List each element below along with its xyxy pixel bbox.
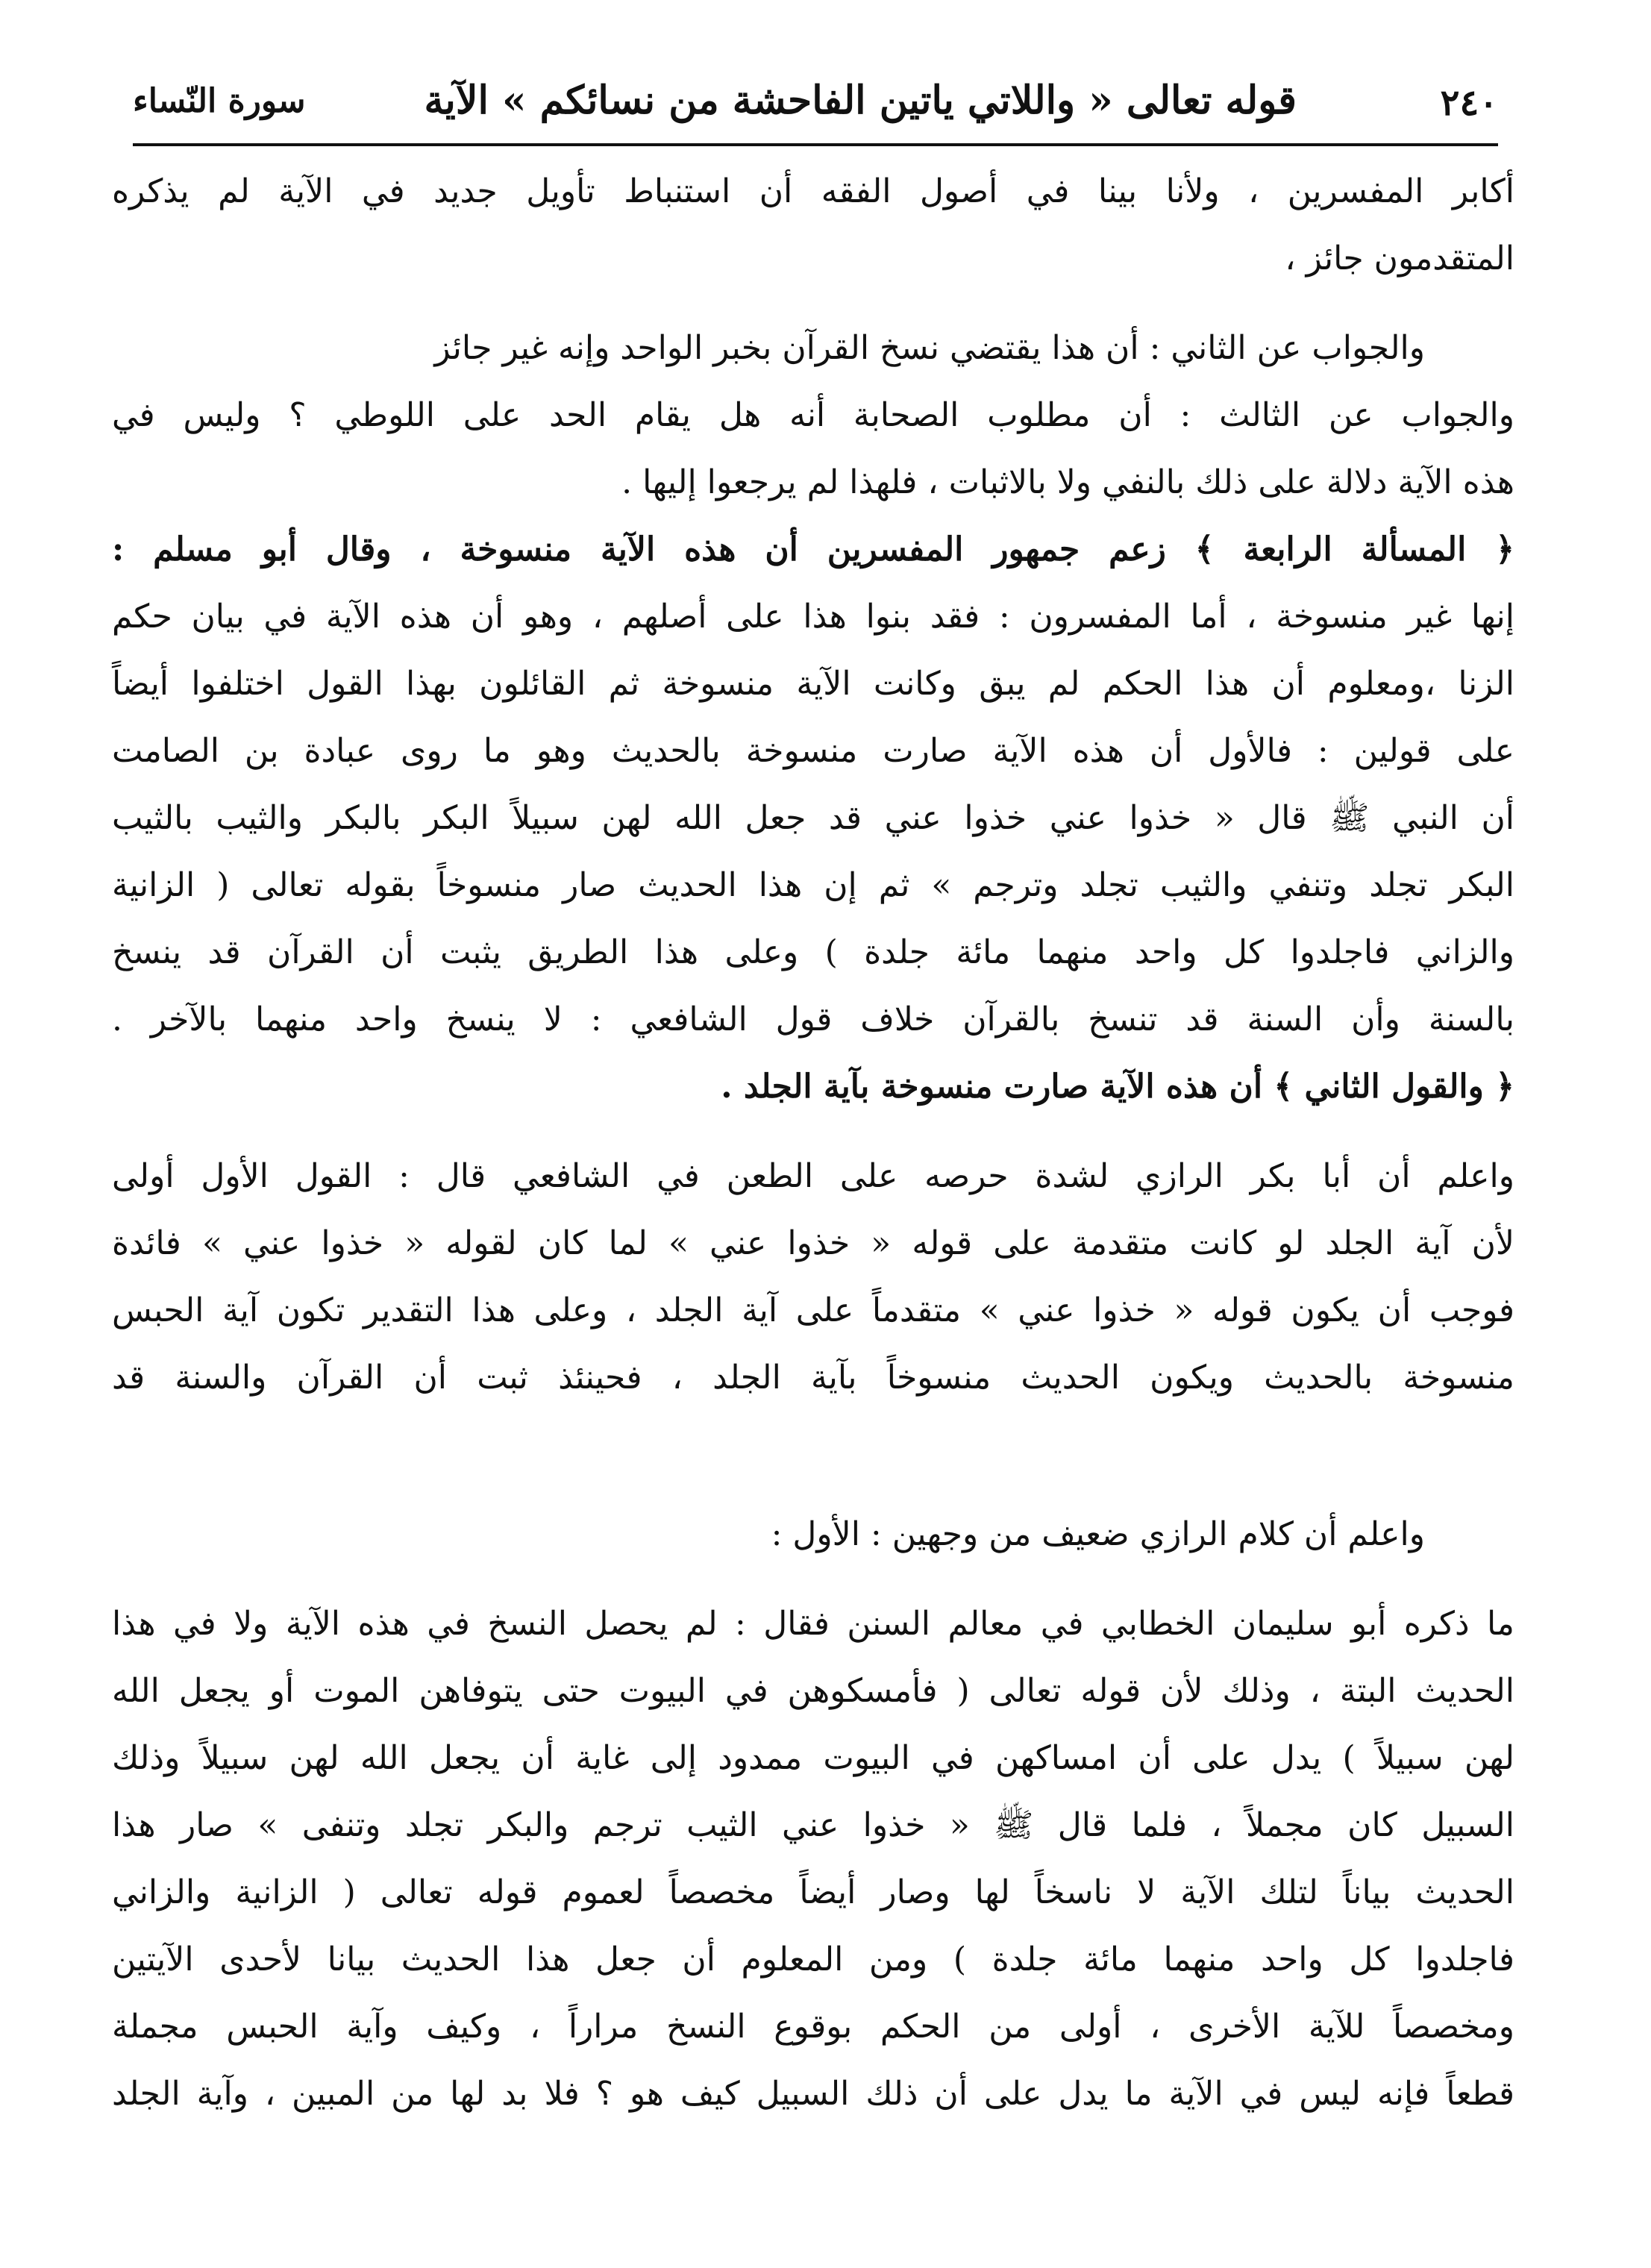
paragraph-gap [112, 1121, 1514, 1143]
text-line: ما ذكره أبو سليمان الخطابي في معالم السنن فقال : لم يحصل النسخ في هذه الآية ولا في هذا [112, 1605, 1514, 1643]
text-line: الزنا ،ومعلوم أن هذا الحكم لم يبق وكانت الآية منسوخة ثم القائلون بهذا القول اختلفوا أيضاً [112, 665, 1514, 703]
text-line: والزاني فاجلدوا كل واحد منهما مائة جلدة ) وعلى هذا الطريق يثبت أن القرآن قد ينسخ [112, 933, 1514, 971]
text-line: أكابر المفسرين ، ولأنا بينا في أصول الفقه أن استنباط تأويل جديد في الآية لم يذكره [112, 172, 1514, 210]
text-line: والجواب عن الثاني : أن هذا يقتضي نسخ القرآن بخبر الواحد وإنه غير جائز [434, 329, 1425, 367]
text-line: والجواب عن الثالث : أن مطلوب الصحابة أنه هل يقام الحد على اللوطي ؟ وليس في [112, 396, 1514, 434]
text-line: فوجب أن يكون قوله « خذوا عني » متقدماً على آية الجلد ، وعلى هذا التقدير تكون آية الحبس [112, 1291, 1514, 1329]
text-line: على قولين : فالأول أن هذه الآية صارت منسوخة بالحديث وهو ما روى عبادة بن الصامت [112, 732, 1514, 770]
text-line: هذه الآية دلالة على ذلك بالنفي ولا بالاثبات ، فلهذا لم يرجعوا إليها . [621, 463, 1514, 501]
paragraph-gap [112, 1568, 1514, 1591]
page-number: ٢٤٠ [1440, 82, 1498, 124]
running-title: قوله تعالى « واللاتي ياتين الفاحشة من نسائكم » الآية [424, 78, 1297, 123]
section-heading-line: ﴿ والقول الثاني ﴾ أن هذه الآية صارت منسوخة بآية الجلد . [721, 1068, 1514, 1106]
text-line: لهن سبيلاً ) يدل على أن امساكهن في البيوت ممدود إلى غاية أن يجعل الله لهن سبيلاً وذلك [112, 1739, 1514, 1777]
text-line: البكر تجلد وتنفي والثيب تجلد وترجم » ثم إن هذا الحديث صار منسوخاً بقوله تعالى ( الزانية [112, 866, 1514, 904]
text-line: الحديث البتة ، وذلك لأن قوله تعالى ( فأمسكوهن في البيوت حتى يتوفاهن الموت أو يجعل الله [112, 1672, 1514, 1710]
text-line: المتقدمون جائز ، [1285, 239, 1514, 278]
text-line: الحديث بياناً لتلك الآية لا ناسخاً لها وصار أيضاً مخصصاً لعموم قوله تعالى ( الزانية والزاني [112, 1873, 1514, 1911]
text-line: لأن آية الجلد لو كانت متقدمة على قوله « خذوا عني » لما كان لقوله « خذوا عني » فائدة [112, 1224, 1514, 1262]
text-line: ومخصصاً للآية الأخرى ، أولى من الحكم بوقوع النسخ مراراً ، وكيف وآية الحبس مجملة [112, 2008, 1514, 2046]
text-line: واعلم أن أبا بكر الرازي لشدة حرصه على الطعن في الشافعي قال : القول الأول أولى [112, 1157, 1514, 1195]
page-header [133, 75, 1498, 136]
text-line: قطعاً فإنه ليس في الآية ما يدل على أن ذلك السبيل كيف هو ؟ فلا بد لها من المبين ، وآية الجلد [112, 2075, 1514, 2113]
text-line: منسوخة بالحديث ويكون الحديث منسوخاً بآية الجلد ، فحينئذ ثبت أن القرآن والسنة قد [112, 1359, 1515, 1397]
text-line: واعلم أن كلام الرازي ضعيف من وجهين : الأول : [771, 1515, 1425, 1553]
paragraph-gap [112, 292, 1514, 315]
header-divider [133, 143, 1498, 146]
body-text [112, 158, 1514, 2128]
text-line: إنها غير منسوخة ، أما المفسرون : فقد بنوا هذا على أصلهم ، وهو أن هذه الآية في بيان حكم [112, 598, 1514, 636]
text-line: أن النبي ﷺ قال « خذوا عني خذوا عني قد جعل الله لهن سبيلاً البكر بالبكر والثيب بالثيب [112, 799, 1514, 837]
surah-name: سورة النّساء [133, 82, 306, 120]
paragraph-gap [112, 1412, 1514, 1501]
text-line: فاجلدوا كل واحد منهما مائة جلدة ) ومن المعلوم أن جعل هذا الحديث بيانا لأحدى الآيتين [112, 1940, 1514, 1979]
text-line: السبيل كان مجملاً ، فلما قال ﷺ « خذوا عني الثيب ترجم والبكر تجلد وتنفى » صار هذا [112, 1806, 1514, 1844]
section-heading-line: ﴿ المسألة الرابعة ﴾ زعم جمهور المفسرين أن هذه الآية منسوخة ، وقال أبو مسلم : [112, 530, 1514, 568]
text-line: بالسنة وأن السنة قد تنسخ بالقرآن خلاف قول الشافعي : لا ينسخ واحد منهما بالآخر . [112, 1000, 1514, 1039]
